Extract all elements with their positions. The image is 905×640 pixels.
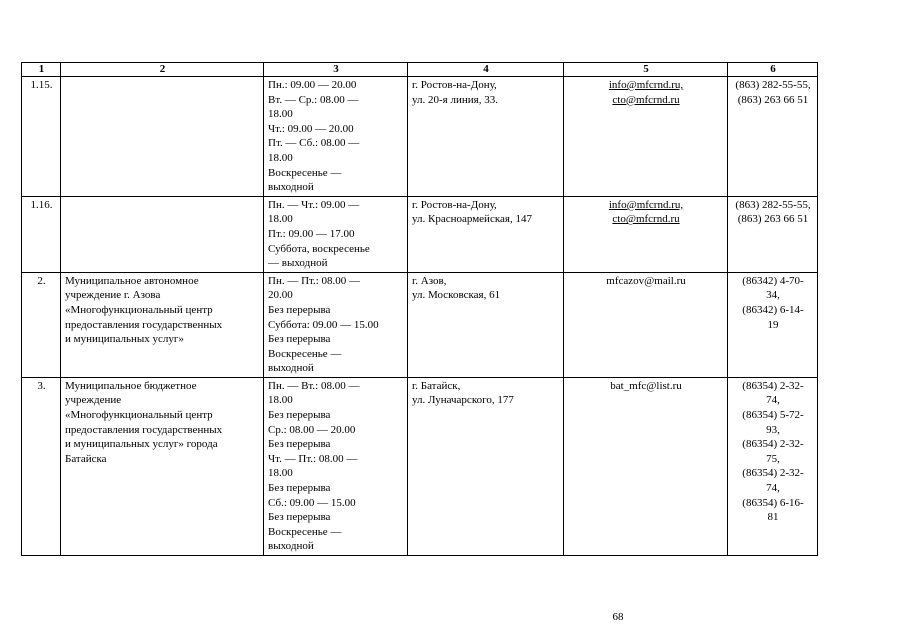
hours-line: Ср.: 08.00 — 20.00 (268, 423, 356, 436)
cell-address (408, 272, 564, 377)
hours-line: Пт.: 09.00 — 17.00 (268, 227, 355, 240)
hours-line: 18.00 (268, 108, 293, 121)
cell-number: 3. (22, 377, 61, 555)
column-header-3: 3 (264, 63, 408, 77)
cell-hours (264, 77, 408, 197)
cell-email (564, 272, 728, 377)
table-row (22, 77, 818, 197)
address-line: ул. 20-я линия, 33. (412, 93, 498, 106)
email-line[interactable]: cto@mfcrnd.ru (612, 213, 680, 226)
phone-line: 74, (766, 394, 780, 407)
hours-line: Пн. — Пт.: 08.00 — (268, 274, 361, 287)
hours-line: Чт.: 09.00 — 20.00 (268, 122, 354, 135)
cell-address (408, 196, 564, 272)
hours-line: — выходной (268, 257, 328, 270)
column-header-5: 5 (564, 63, 728, 77)
organization-line: предоставления государственных (65, 318, 223, 331)
email-line[interactable]: cto@mfcrnd.ru (612, 93, 680, 106)
phone-line: (86354) 5-72- (742, 409, 804, 422)
email-line[interactable]: info@mfcrnd.ru, (608, 79, 684, 91)
cell-email (564, 77, 728, 197)
phone-line: (863) 282-55-55, (735, 198, 811, 211)
page-number: 68 (612, 611, 624, 623)
hours-line: Пн. — Вт.: 08.00 — (268, 379, 360, 392)
hours-line: Пт. — Сб.: 08.00 — (268, 137, 360, 150)
hours-line: 20.00 (268, 289, 293, 302)
column-header-4: 4 (408, 63, 564, 77)
hours-line: Без перерыва (268, 438, 331, 451)
organization-line: Муниципальное автономное (65, 274, 199, 287)
phone-line: (86354) 6-16- (742, 496, 804, 509)
email-line[interactable]: info@mfcrnd.ru, (608, 198, 684, 211)
cell-number: 2. (22, 272, 61, 377)
hours-line: Воскресенье — (268, 347, 342, 360)
column-header-1: 1 (22, 63, 61, 77)
organization-line: предоставления государственных (65, 423, 223, 436)
address-line: ул. Луначарского, 177 (412, 394, 514, 407)
address-line: г. Батайск, (412, 379, 461, 392)
hours-line: Пн.: 09.00 — 20.00 (268, 79, 357, 91)
cell-hours (264, 196, 408, 272)
cell-phone (728, 77, 818, 197)
address-line: г. Азов, (412, 274, 447, 287)
hours-line: 18.00 (268, 394, 293, 407)
cell-email (564, 377, 728, 555)
hours-line: Суббота, воскресенье (268, 242, 370, 255)
header-row (22, 63, 818, 77)
hours-line: Чт. — Пт.: 08.00 — (268, 452, 358, 465)
hours-line: Без перерыва (268, 409, 331, 422)
email-line[interactable]: mfcazov@mail.ru (606, 274, 686, 287)
phone-line: 75, (766, 452, 780, 465)
table-row (22, 272, 818, 377)
cell-number: 1.16. (22, 196, 61, 272)
phone-line: 93, (766, 423, 780, 436)
organization-line: Муниципальное бюджетное (65, 379, 197, 392)
hours-line: Суббота: 09.00 — 15.00 (268, 318, 379, 331)
phone-line: (86342) 6-14- (742, 303, 804, 316)
data-table (21, 62, 818, 556)
hours-line: Без перерыва (268, 511, 331, 524)
cell-organization (61, 272, 264, 377)
cell-address (408, 377, 564, 555)
phone-line: (86354) 2-32- (742, 467, 804, 480)
address-line: ул. Московская, 61 (412, 289, 501, 302)
phone-line: 34, (766, 289, 780, 302)
hours-line: выходной (268, 181, 314, 194)
cell-phone (728, 377, 818, 555)
cell-hours (264, 272, 408, 377)
organization-line: «Многофункциональный центр (65, 303, 213, 316)
address-line: г. Ростов-на-Дону, (412, 198, 497, 211)
address-line: ул. Красноармейская, 147 (412, 213, 532, 226)
email-line[interactable]: bat_mfc@list.ru (610, 379, 682, 392)
organization-line: учреждение г. Азова (65, 289, 161, 302)
cell-phone (728, 196, 818, 272)
hours-line: Воскресенье — (268, 166, 342, 179)
column-header-2: 2 (61, 63, 264, 77)
organization-line: и муниципальных услуг» (65, 333, 184, 346)
hours-line: Сб.: 09.00 — 15.00 (268, 496, 356, 509)
hours-line: Вт. — Ср.: 08.00 — (268, 93, 359, 106)
hours-line: выходной (268, 540, 314, 553)
hours-line: выходной (268, 362, 314, 375)
cell-organization (61, 377, 264, 555)
organization-line: «Многофункциональный центр (65, 409, 213, 422)
cell-email (564, 196, 728, 272)
organization-line: и муниципальных услуг» города (65, 438, 218, 451)
cell-hours (264, 377, 408, 555)
hours-line: Без перерыва (268, 303, 331, 316)
phone-line: 19 (767, 318, 779, 331)
organization-line: Батайска (65, 452, 107, 465)
table-row (22, 196, 818, 272)
cell-phone (728, 272, 818, 377)
phone-line: 74, (766, 482, 780, 495)
cell-number: 1.15. (22, 77, 61, 197)
hours-line: 18.00 (268, 213, 293, 226)
cell-address (408, 77, 564, 197)
phone-line: (86354) 2-32- (742, 379, 804, 392)
phone-line: (863) 282-55-55, (735, 79, 811, 91)
hours-line: Воскресенье — (268, 525, 342, 538)
address-line: г. Ростов-на-Дону, (412, 79, 497, 91)
cell-organization (61, 196, 264, 272)
phone-line: (86354) 2-32- (742, 438, 804, 451)
cell-organization (61, 77, 264, 197)
hours-line: Без перерыва (268, 482, 331, 495)
hours-line: 18.00 (268, 151, 293, 164)
hours-line: Без перерыва (268, 333, 331, 346)
phone-line: (86342) 4-70- (742, 274, 804, 287)
hours-line: Пн. — Чт.: 09.00 — (268, 198, 360, 211)
hours-line: 18.00 (268, 467, 293, 480)
phone-line: 81 (767, 511, 779, 524)
table-row (22, 377, 818, 555)
phone-line: (863) 263 66 51 (737, 93, 809, 106)
organization-line: учреждение (65, 394, 122, 407)
phone-line: (863) 263 66 51 (737, 213, 809, 226)
column-header-6: 6 (728, 63, 818, 77)
